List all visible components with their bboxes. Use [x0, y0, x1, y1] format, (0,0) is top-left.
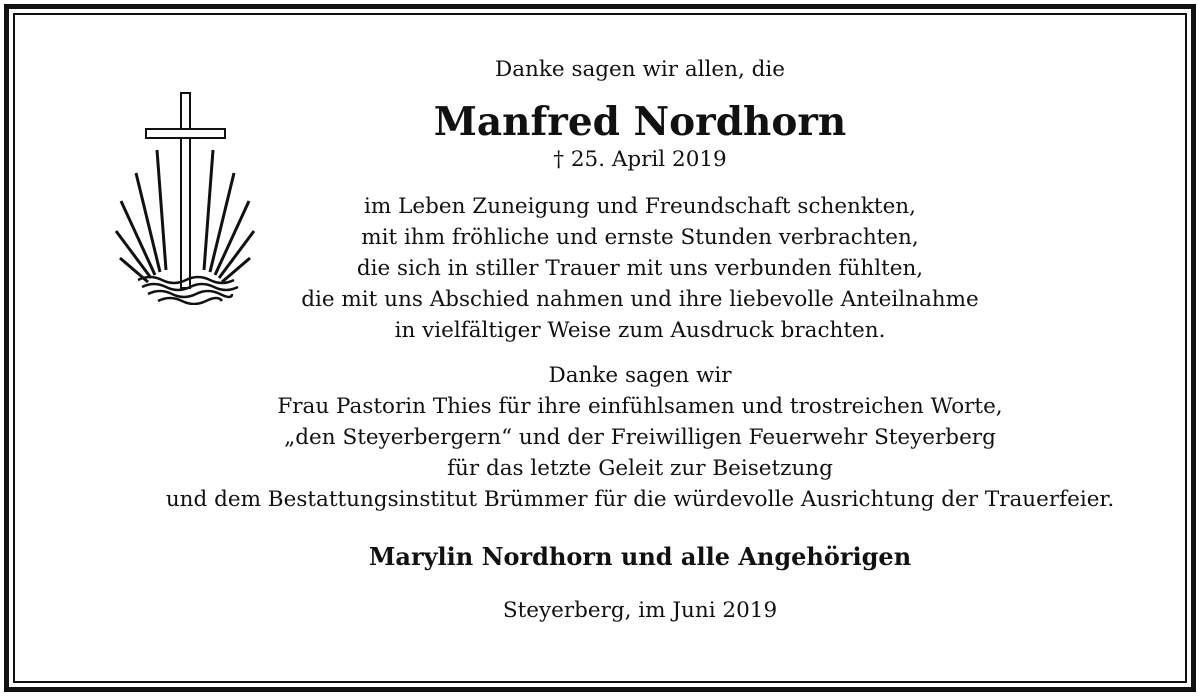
signature: Marylin Nordhorn und alle Angehörigen: [368, 542, 912, 571]
intro-line: Danke sagen wir allen, die: [494, 57, 786, 82]
notice-text: [80, 54, 1200, 626]
paragraph-line: die mit uns Abschied nahmen und ihre liebevolle Anteilnahme: [301, 287, 979, 312]
paragraph-line: für das letzte Geleit zur Beisetzung: [447, 456, 833, 481]
deceased-name: Manfred Nordhorn: [433, 99, 847, 145]
paragraph-line: Danke sagen wir: [548, 363, 732, 388]
paragraph-line: im Leben Zuneigung und Freundschaft schenkten,: [364, 194, 916, 219]
death-date: † 25. April 2019: [553, 147, 727, 172]
paragraph-line: die sich in stiller Trauer mit uns verbunden fühlten,: [356, 256, 924, 281]
paragraph-line: in vielfältiger Weise zum Ausdruck brachten.: [394, 318, 886, 343]
place-date: Steyerberg, im Juni 2019: [502, 598, 778, 623]
paragraph-line: mit ihm fröhliche und ernste Stunden verbrachten,: [361, 225, 919, 250]
paragraph-line: Frau Pastorin Thies für ihre einfühlsamen und trostreichen Worte,: [277, 394, 1003, 419]
paragraph-line: „den Steyerbergern“ und der Freiwilligen Feuerwehr Steyerberg: [284, 425, 996, 450]
thanks-paragraph: [80, 191, 1200, 346]
paragraph-line: und dem Bestattungsinstitut Brümmer für die würdevolle Ausrichtung der Trauerfeier.: [165, 487, 1115, 512]
acknowledgements-paragraph: [80, 360, 1200, 515]
